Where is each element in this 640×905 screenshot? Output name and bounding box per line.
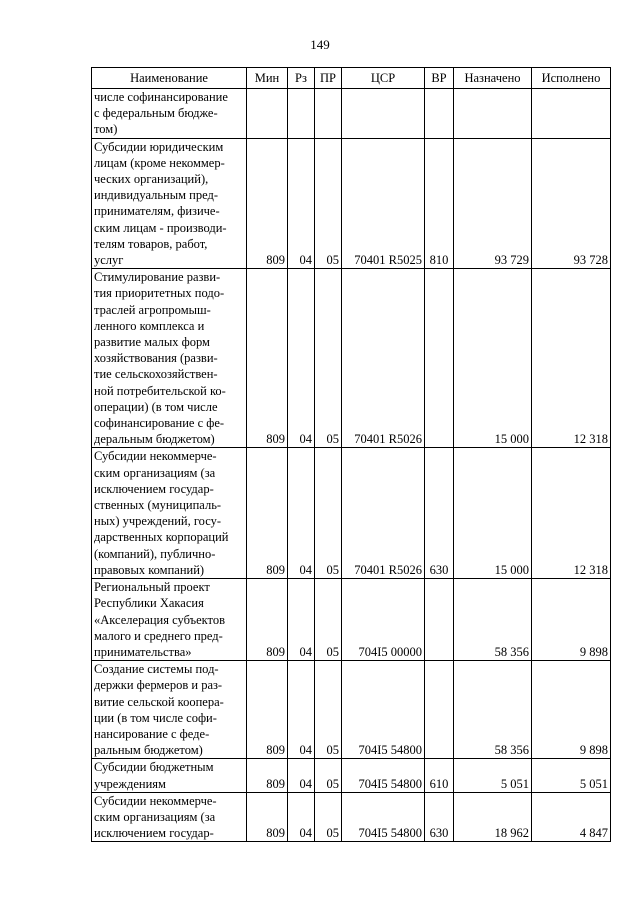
cell-pr: 05 [315, 792, 342, 842]
cell-executed: 93 728 [532, 138, 611, 269]
cell-rz: 04 [288, 661, 315, 759]
cell-csr: 704I5 00000 [342, 579, 425, 661]
cell-min: 809 [247, 579, 288, 661]
cell-assigned: 58 356 [454, 661, 532, 759]
budget-table [91, 67, 611, 842]
cell-csr: 704I5 54800 [342, 792, 425, 842]
cell-csr: 70401 R5026 [342, 269, 425, 448]
cell-csr: 70401 R5025 [342, 138, 425, 269]
table-row [92, 448, 611, 579]
cell-name: Субсидии бюджетным учреждениям [92, 759, 247, 792]
cell-vr: 630 [425, 792, 454, 842]
header-executed: Исполнено [532, 68, 611, 89]
cell-vr: 810 [425, 138, 454, 269]
header-min: Мин [247, 68, 288, 89]
cell-pr: 05 [315, 269, 342, 448]
table-row [92, 661, 611, 759]
cell-assigned: 15 000 [454, 269, 532, 448]
header-csr: ЦСР [342, 68, 425, 89]
cell-assigned: 58 356 [454, 579, 532, 661]
cell-vr [425, 579, 454, 661]
cell-assigned: 5 051 [454, 759, 532, 792]
cell-min: 809 [247, 269, 288, 448]
cell-assigned: 18 962 [454, 792, 532, 842]
header-rz: Рз [288, 68, 315, 89]
table-row [92, 138, 611, 269]
cell-vr: 630 [425, 448, 454, 579]
cell-executed: 4 847 [532, 792, 611, 842]
header-vr: ВР [425, 68, 454, 89]
cell-name: Создание системы под- держки фермеров и раз- витие сельской коопера- ции (в том числе софи- нансирование с феде- ральным бюджетом) [92, 661, 247, 759]
cell-vr [425, 89, 454, 139]
cell-rz: 04 [288, 759, 315, 792]
cell-csr [342, 89, 425, 139]
cell-min: 809 [247, 759, 288, 792]
page-number: 149 [310, 37, 330, 52]
cell-csr: 704I5 54800 [342, 661, 425, 759]
table-row [92, 89, 611, 139]
cell-min [247, 89, 288, 139]
table-row [92, 269, 611, 448]
cell-pr: 05 [315, 579, 342, 661]
table-row [92, 759, 611, 792]
cell-executed: 5 051 [532, 759, 611, 792]
cell-name: Региональный проект Республики Хакасия «Акселерация субъектов малого и среднего пред- принимательства» [92, 579, 247, 661]
table-row [92, 792, 611, 842]
cell-name: числе софинансирование с федеральным бюдже- том) [92, 89, 247, 139]
cell-rz [288, 89, 315, 139]
cell-name: Субсидии юридическим лицам (кроме некоммер- ческих организаций), индивидуальным пред- принимателям, физиче- ским лицам - производи- телям товаров, работ, услуг [92, 138, 247, 269]
cell-min: 809 [247, 661, 288, 759]
cell-vr [425, 269, 454, 448]
header-name: Наименование [92, 68, 247, 89]
cell-executed: 12 318 [532, 448, 611, 579]
cell-vr [425, 661, 454, 759]
cell-pr: 05 [315, 448, 342, 579]
cell-rz: 04 [288, 269, 315, 448]
cell-min: 809 [247, 448, 288, 579]
cell-executed: 9 898 [532, 661, 611, 759]
cell-executed: 12 318 [532, 269, 611, 448]
cell-rz: 04 [288, 792, 315, 842]
cell-assigned [454, 89, 532, 139]
cell-rz: 04 [288, 448, 315, 579]
cell-assigned: 93 729 [454, 138, 532, 269]
cell-name: Субсидии некоммерче- ским организациям (за исключением государ- [92, 792, 247, 842]
cell-csr: 70401 R5026 [342, 448, 425, 579]
cell-name: Субсидии некоммерче- ским организациям (за исключением государ- ственных (муниципаль- ных) учреждений, госу- дарственных корпораций (компаний), публично- правовых компаний) [92, 448, 247, 579]
cell-pr: 05 [315, 138, 342, 269]
cell-name: Стимулирование разви- тия приоритетных подо- траслей агропромыш- ленного комплекса и развитие малых форм хозяйствования (разви- тие сельскохозяйствен- ной потребительской ко- операции) (в том числе софинансирование с фе- деральным бюджетом) [92, 269, 247, 448]
table-header-row [92, 68, 611, 89]
cell-executed: 9 898 [532, 579, 611, 661]
cell-pr: 05 [315, 661, 342, 759]
cell-assigned: 15 000 [454, 448, 532, 579]
cell-vr: 610 [425, 759, 454, 792]
cell-rz: 04 [288, 579, 315, 661]
cell-rz: 04 [288, 138, 315, 269]
cell-csr: 704I5 54800 [342, 759, 425, 792]
table-row [92, 579, 611, 661]
cell-executed [532, 89, 611, 139]
cell-pr [315, 89, 342, 139]
cell-pr: 05 [315, 759, 342, 792]
header-pr: ПР [315, 68, 342, 89]
cell-min: 809 [247, 792, 288, 842]
header-assigned: Назначено [454, 68, 532, 89]
cell-min: 809 [247, 138, 288, 269]
